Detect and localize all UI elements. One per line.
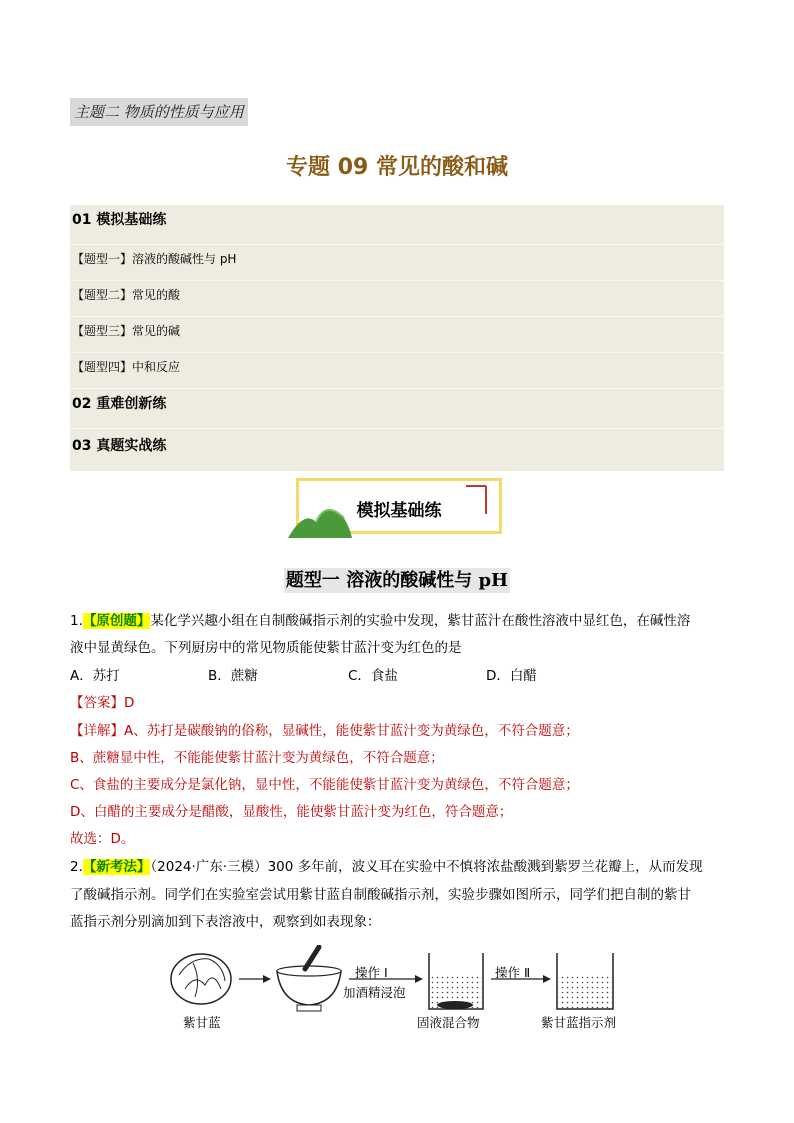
q1-detail-c: C、食盐的主要成分是氯化钠，显中性，不能能使紫甘蓝汁变为黄绿色，不符合题意； — [70, 777, 579, 793]
beaker-mixture-icon — [429, 953, 483, 1009]
q2-line-2: 了酸碱指示剂。同学们在实验室尝试用紫甘蓝自制酸碱指示剂，实验步骤如图所示，同学们把自制的紫甘 — [70, 887, 691, 903]
topic-label: 主题二 物质的性质与应用 — [70, 98, 248, 126]
op2-label: 操作 Ⅱ — [495, 965, 531, 980]
page-title: 专题 09 常见的酸和碱 — [286, 155, 508, 180]
q2-line-1 — [70, 857, 730, 877]
q1-answer-label: 【答案】 — [70, 695, 124, 711]
q1-conclusion: 故选：D。 — [70, 831, 135, 847]
toc-item-type-1[interactable]: 【题型一】溶液的酸碱性与 pH — [70, 245, 724, 281]
cabbage-label: 紫甘蓝 — [183, 1015, 221, 1030]
op1-label: 操作 Ⅰ — [355, 965, 388, 980]
q1-detail-a — [70, 721, 730, 741]
q1-tag: 【原创题】 — [82, 613, 151, 629]
q1-option-a[interactable]: A．苏打 — [70, 668, 120, 684]
q1-number: 1. — [70, 613, 83, 629]
op1-sub-label: 加酒精浸泡 — [343, 985, 406, 1000]
toc-item-type-3[interactable]: 【题型三】常见的碱 — [70, 317, 724, 353]
mortar-icon — [277, 947, 341, 1011]
toc-item-type-2[interactable]: 【题型二】常见的酸 — [70, 281, 724, 317]
q1-line-2: 液中显黄绿色。下列厨房中的常见物质能使紫甘蓝汁变为红色的是 — [70, 640, 462, 656]
section-heading-ph: pH — [478, 570, 509, 591]
beaker-indicator-icon — [557, 953, 613, 1009]
indicator-label: 紫甘蓝指示剂 — [541, 1015, 617, 1030]
toc-item-type-4[interactable]: 【题型四】中和反应 — [70, 353, 724, 389]
toc-item-mock-basic[interactable]: 01 模拟基础练 — [70, 205, 724, 245]
q1-stem-1: 某化学兴趣小组在自制酸碱指示剂的实验中发现，紫甘蓝汁在酸性溶液中显红色，在碱性溶 — [150, 613, 691, 629]
section-badge — [286, 478, 504, 538]
badge-label: 模拟基础练 — [356, 501, 442, 521]
experiment-diagram — [165, 945, 635, 1015]
q2-line-3: 蓝指示剂分别滴加到下表溶液中，观察到如表现象： — [70, 914, 381, 930]
q2-stem-1: （2024·广东·三模）300 多年前，波义耳在实验中不慎将浓盐酸溅到紫罗兰花瓣上，从而发现 — [150, 859, 703, 875]
table-of-contents — [70, 205, 724, 471]
section-heading-text: 题型一 溶液的酸碱性与 — [285, 570, 479, 591]
q1-detail-a-text: A、苏打是碳酸钠的俗称，显碱性，能使紫甘蓝汁变为黄绿色，不符合题意； — [124, 723, 579, 739]
q1-answer — [70, 693, 730, 713]
mixture-label: 固液混合物 — [417, 1015, 480, 1030]
q1-option-d[interactable]: D．白醋 — [486, 668, 537, 684]
q1-options — [70, 666, 730, 686]
section-heading — [0, 566, 794, 592]
q1-detail-d: D、白醋的主要成分是醋酸，显酸性，能使紫甘蓝汁变为红色，符合题意； — [70, 804, 513, 820]
q1-line-1 — [70, 611, 730, 631]
cabbage-icon — [171, 954, 231, 1004]
q2-number: 2. — [70, 859, 83, 875]
q2-tag: 【新考法】 — [82, 859, 151, 875]
q1-option-c[interactable]: C．食盐 — [348, 668, 398, 684]
q1-option-b[interactable]: B．蔗糖 — [208, 668, 258, 684]
q1-detail-b: B、蔗糖显中性，不能能使紫甘蓝汁变为黄绿色，不符合题意； — [70, 750, 444, 766]
experiment-figure — [165, 945, 635, 1035]
toc-item-real-exam[interactable]: 03 真题实战练 — [72, 438, 167, 454]
toc-item-difficult[interactable]: 02 重难创新练 — [70, 389, 724, 429]
q1-answer-value: D — [124, 695, 135, 711]
q1-detail-label: 【详解】 — [70, 723, 124, 739]
